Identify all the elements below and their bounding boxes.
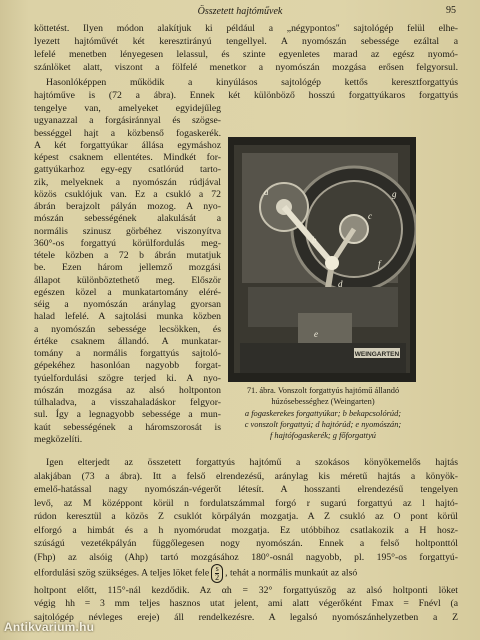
- text-line: mószán mozgása az alsó holtponton: [34, 384, 221, 396]
- text-line: kaút sebességének a háromszorosát is: [34, 421, 221, 433]
- fraction-numerator: s: [215, 564, 219, 573]
- figure-legend: a fogaskerekes forgattyúkar; b bekapcsolórúd;: [244, 409, 402, 418]
- text-line: lefelé menetben lényegesen lelassul, és szinte egyenletes marad az egész nyomó-: [34, 49, 458, 60]
- running-head: Összetett hajtóművek: [197, 6, 283, 17]
- text-line: végig hh = 3 mm teljes hasznos utat jelent, ami alatt végerőként Fmax = Fnévl (a: [34, 598, 458, 609]
- figure-letter: b: [312, 235, 317, 245]
- text-line: közös csuklójuk van. Ez a csukló a 72: [34, 188, 221, 200]
- text-line: levő, az M középpont körül n fordulatszámmal forgó r sugarú forgattyú az l hajtó-: [34, 497, 458, 509]
- text-line: [34, 564, 458, 582]
- text-line: elforgó a himbát és a h nyomórudat mozgatja. Ez utóbbihoz csatlakozik a H hosz-: [34, 524, 458, 536]
- text-line: Hasonlóképpen működik a kinyúlásos sajtológép kettős keresztforgattyús: [46, 77, 458, 88]
- text-line: zik, melyeknek a nyomószán rúdjával: [34, 176, 221, 188]
- text-line: képest csaknem ellentétes. Mindkét for-: [34, 152, 221, 163]
- text-line-end: , tehát a normális munkaút az alsó: [225, 567, 358, 579]
- text-line: A két forgattyúkar állása egymáshoz: [34, 139, 221, 151]
- text-line: tomány a normális forgattyús sajtoló-: [34, 348, 221, 359]
- text-line: be. Ezen három jellemző mozgási: [34, 262, 221, 274]
- text-line: a nyomószán sebessége lecsökken, és: [34, 323, 221, 335]
- fraction-s-over-2: [211, 564, 223, 583]
- text-line: tétele közben a 72 b ábrán mutatjuk: [34, 250, 221, 261]
- text-line: tengelye van, amelyeket egyidejűleg: [34, 103, 221, 114]
- figure-letter: d: [338, 279, 343, 289]
- text-line: (Fhp) az alsóig (Ahp) tartó mozgásához 180°-osnál nagyobb, pl. 195°-os forgattyú-: [34, 551, 458, 563]
- text-line: holtpont előtt, 115°-nál kezdődik. Az αh = 32° forgattyúszög az alsó holtponti löket: [34, 584, 458, 596]
- brand-plate: WEINGARTEN: [354, 351, 400, 358]
- text-line: hajtóműve is (72 a ábra). Ennek két különböző hosszú forgattyúkaros forgattyús: [34, 90, 458, 101]
- text-line: köttetést. Ilyen módon alakítjuk ki például a „négypontos" sajtológép felül elhe-: [34, 23, 458, 34]
- text-line: halad lefelé. A sajtolási munka közben: [34, 311, 221, 323]
- text-line: sul. Így a legnagyobb sebessége a mun-: [34, 409, 221, 421]
- text-line: alakjában (73 a ábra). Itt a felső elrendezésű, aránylag kis méretű hajtás a könyök-: [34, 470, 458, 482]
- text-line: emelő-hatással nagy nyomószán-végerőt létesít. A hosszanti elrendezésű tengelyen: [34, 484, 458, 495]
- text-line: ugyanazzal a forgásiránnyal és szögse-: [34, 115, 221, 127]
- figure-letter: a: [264, 187, 269, 197]
- watermark: Antikvarium.hu: [4, 620, 95, 634]
- figure-letter: e: [314, 329, 318, 339]
- text-line: ábrán berajzolt pályán mozog. A nyo-: [34, 201, 221, 212]
- figure-legend: f hajtófogaskerék; g főforgattyú: [270, 431, 376, 440]
- text-line: tyúelfordulási szögre terjed ki. A nyo-: [34, 372, 221, 384]
- press-machine-illustration: [228, 137, 416, 382]
- text-line: 360°-os forgattyú körülfordulás meg-: [34, 237, 221, 249]
- text-line: túlhaladva, a visszahaladáskor felgyor-: [34, 397, 221, 408]
- machine-photo: [228, 137, 416, 382]
- text-line: állapot különböztethető meg. Először: [34, 274, 221, 286]
- figure-caption-title: 71. ábra. Vonszolt forgattyús hajtómű állandó: [246, 386, 400, 395]
- page-number: 95: [446, 5, 456, 16]
- text-line: rúdon keresztül a közös Z csuklót körpályán mozgatja. A Z csukló az O pont körül: [34, 511, 458, 522]
- text-line: normális szinusz görbéhez viszonyítva: [34, 225, 221, 237]
- text-line: szúságú vezetékpályán függőlegesen nogy nyomószán. Ennek a felső holtponttól: [34, 538, 458, 549]
- text-line: gépekéhez hasonlóan nagyobb forgat-: [34, 360, 221, 372]
- text-line: szánlöket alatt, viszont a fölfelé menetkor a nyomószán mozgása erősen felgyorsul.: [34, 62, 458, 73]
- figure-caption-title: húzósebességhez (Weingarten): [271, 397, 375, 406]
- text-line: lyezett hajtóművét két keresztirányú tengellyel. A nyomószán sebessége ezáltal a: [34, 36, 458, 47]
- text-line: mószán sebességének alakulását a: [34, 213, 221, 225]
- text-line: értéke csaknem állandó. A munkatar-: [34, 335, 221, 347]
- figure-legend: c vonszolt forgattyú; d hajtórúd; e nyomószán;: [244, 420, 402, 429]
- text-line: egészen közel a munkatartomány eléré-: [34, 286, 221, 298]
- text-line: séig a nyomószán aránylag gyorsan: [34, 299, 221, 310]
- text-line: bességgel hajt a közbenső fogaskerék.: [34, 127, 221, 139]
- text-line-start: elfordulási szög szükséges. A teljes löket fele: [34, 567, 210, 579]
- text-line: sajtológép névleges ereje) áll rendelkezésre. A legalsó nyomószánhelyzetben a Z: [34, 611, 458, 623]
- fraction-denominator: 2: [215, 573, 220, 582]
- figure-letter: c: [368, 211, 372, 221]
- text-line: Igen elterjedt az összetett forgattyús hajtómű a szokásos könyökemelős hajtás: [46, 457, 458, 468]
- figure-letter: f: [378, 259, 381, 269]
- text-line: megközelíti.: [34, 433, 83, 445]
- text-line: gattyúkarhoz egy-egy csatlórúd tarto-: [34, 164, 221, 176]
- figure-letter: g: [392, 189, 397, 199]
